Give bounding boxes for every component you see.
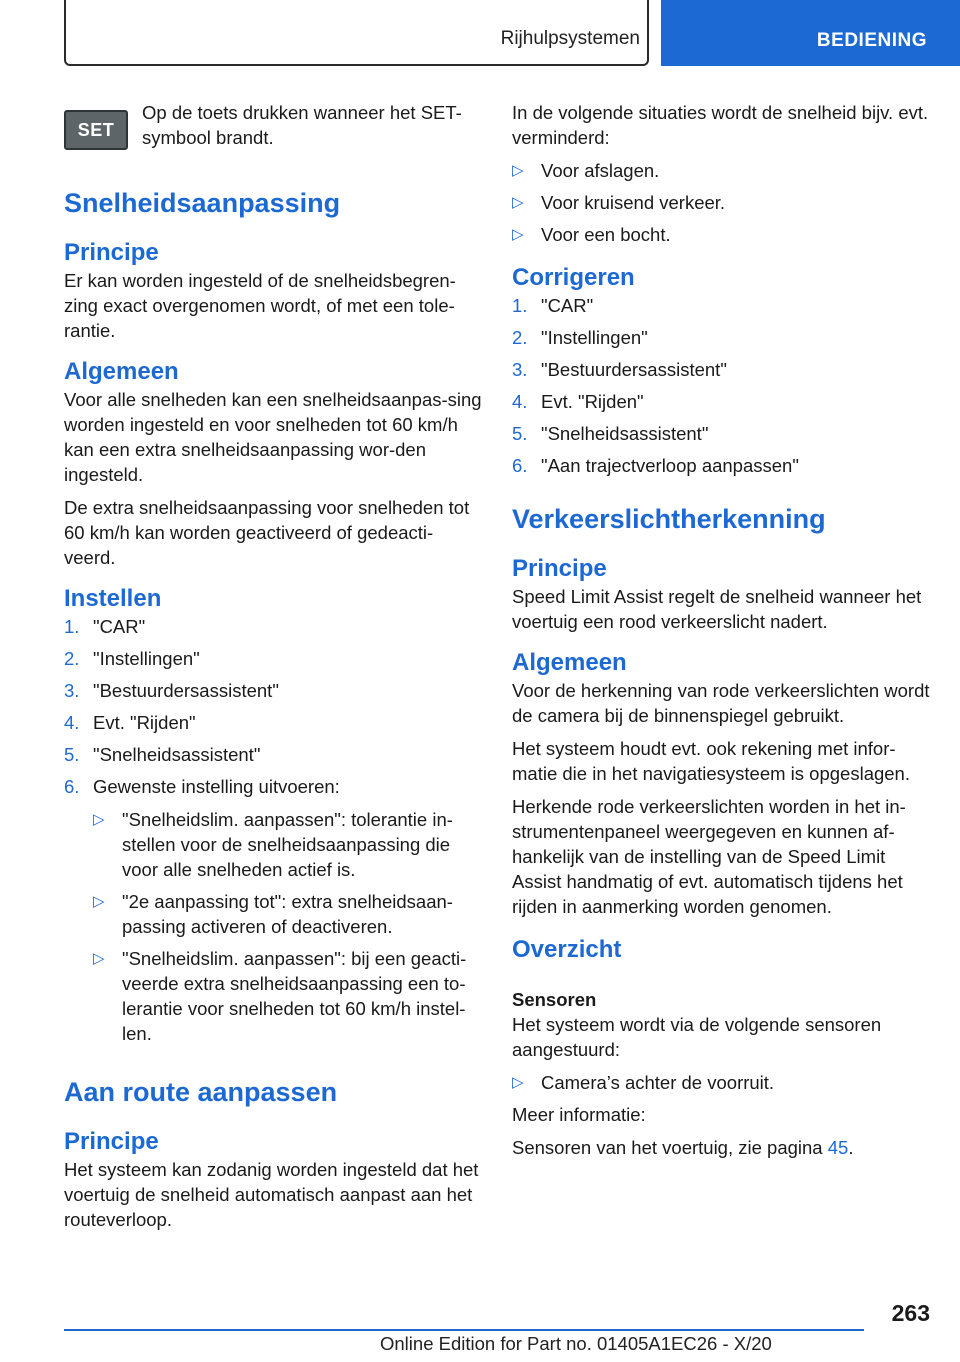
set-note-text: Op de toets drukken wanneer het SET-symbool brandt. bbox=[142, 102, 462, 148]
list-item: ▷ Voor kruisend verkeer. bbox=[512, 192, 726, 213]
heading-snelheidsaanpassing: Snelheidsaanpassing bbox=[64, 188, 341, 218]
algemeen-text-1: Voor alle snelheden kan een snelheidsaanpas-sing worden ingesteld en voor snelheden tot 60 km/h kan een extra snelheidsaanpassing wor-den ingesteld. bbox=[64, 389, 482, 485]
triangle-bullet-icon: ▷ bbox=[512, 1074, 524, 1091]
list-item: ▷ Voor afslagen. bbox=[512, 160, 660, 181]
list-item: 3. "Bestuurdersassistent" bbox=[512, 359, 727, 380]
heading-sensoren: Sensoren bbox=[512, 989, 597, 1010]
meer-informatie-label: Meer informatie: bbox=[512, 1104, 646, 1125]
triangle-bullet-icon: ▷ bbox=[93, 811, 105, 828]
situations-list bbox=[512, 158, 930, 247]
header-section-title: Rijhulpsystemen bbox=[500, 28, 640, 49]
list-item: ▷ Voor een bocht. bbox=[512, 224, 671, 245]
heading-verkeerslichtherkenning: Verkeerslichtherkenning bbox=[512, 504, 826, 534]
list-item: 5. "Snelheidsassistent" bbox=[64, 744, 261, 765]
list-item: ▷ "Snelheidslim. aanpassen": bij een geacti-veerde extra snelheidsaanpassing een to-lerantie voor snelheden tot 60 km/h instel-len. bbox=[93, 948, 467, 1044]
heading-principe-route: Principe bbox=[64, 1128, 159, 1155]
list-item: 1. "CAR" bbox=[512, 295, 594, 316]
list-item: 1. "CAR" bbox=[64, 616, 146, 637]
route-principe-text: Het systeem kan zodanig worden ingesteld dat het voertuig de snelheid automatisch aanpast aan het routeverloop. bbox=[64, 1159, 479, 1230]
list-item: 2. "Instellingen" bbox=[512, 327, 648, 348]
heading-algemeen: Algemeen bbox=[64, 358, 179, 385]
heading-principe: Principe bbox=[64, 239, 159, 266]
list-item: 3. "Bestuurdersassistent" bbox=[64, 680, 279, 701]
list-item: 6. Gewenste instelling uitvoeren: ▷ "Snelheidslim. aanpassen": tolerantie in-stellen voor de snelheidsaanpassing die voor alle snelheden actief is. ▷ "2e aanpassing tot": extra snelheidsaan-passing activeren of deactiveren. ▷ "Snelheidslim. aanpassen": bij een geacti-veerde extra snelheidsaanpassing een to-lerantie voor snelheden tot 60 km/h instel-len. bbox=[64, 774, 482, 1053]
corrigeren-steps bbox=[512, 293, 930, 478]
triangle-bullet-icon: ▷ bbox=[512, 162, 524, 179]
footer-edition: Online Edition for Part no. 01405A1EC26 - X/20 bbox=[380, 1333, 772, 1354]
list-item: 5. "Snelheidsassistent" bbox=[512, 423, 709, 444]
set-button-icon: SET bbox=[64, 110, 128, 150]
page-number: 263 bbox=[891, 1300, 930, 1326]
header-chapter-tab[interactable] bbox=[661, 0, 960, 66]
instellen-sub-bullets bbox=[93, 807, 482, 1046]
verkeer-algemeen-text-3: Herkende rode verkeerslichten worden in het in-strumentenpaneel weergegeven en kunnen af-hankelijk van de instelling van de Speed Limit Assist handmatig of evt. automatisch tijdens het rijden in aanmerking worden genomen. bbox=[512, 796, 906, 917]
algemeen-text-2: De extra snelheidsaanpassing voor snelheden tot 60 km/h kan worden geactiveerd of gedeacti-veerd. bbox=[64, 497, 470, 568]
set-button-note bbox=[64, 100, 482, 150]
triangle-bullet-icon: ▷ bbox=[512, 226, 524, 243]
list-item: 4. Evt. "Rijden" bbox=[64, 712, 196, 733]
sensoren-text: Het systeem wordt via de volgende sensoren aangestuurd: bbox=[512, 1014, 882, 1060]
heading-corrigeren: Corrigeren bbox=[512, 264, 635, 291]
sensoren-reference: Sensoren van het voertuig, zie pagina 45. bbox=[512, 1137, 854, 1158]
list-item: 4. Evt. "Rijden" bbox=[512, 391, 644, 412]
verkeer-principe-text: Speed Limit Assist regelt de snelheid wanneer het voertuig een rood verkeerslicht nadert. bbox=[512, 586, 922, 632]
situations-intro: In de volgende situaties wordt de snelheid bijv. evt. verminderd: bbox=[512, 102, 929, 148]
heading-aan-route-aanpassen: Aan route aanpassen bbox=[64, 1077, 338, 1107]
header-chapter-label: BEDIENING bbox=[816, 30, 927, 51]
page-reference-link[interactable]: 45 bbox=[827, 1137, 849, 1158]
triangle-bullet-icon: ▷ bbox=[93, 893, 105, 910]
heading-instellen: Instellen bbox=[64, 585, 162, 612]
list-item: 6. "Aan trajectverloop aanpassen" bbox=[512, 455, 799, 476]
triangle-bullet-icon: ▷ bbox=[512, 194, 524, 211]
heading-algemeen-verkeer: Algemeen bbox=[512, 649, 627, 676]
list-item: ▷ "Snelheidslim. aanpassen": tolerantie in-stellen voor de snelheidsaanpassing die voor alle snelheden actief is. bbox=[93, 809, 453, 880]
list-item: 2. "Instellingen" bbox=[64, 648, 200, 669]
right-column bbox=[512, 100, 930, 1168]
heading-principe-verkeer: Principe bbox=[512, 555, 607, 582]
triangle-bullet-icon: ▷ bbox=[93, 950, 105, 967]
verkeer-algemeen-text-2: Het systeem houdt evt. ook rekening met infor-matie die in het navigatiesysteem is opgeslagen. bbox=[512, 738, 910, 784]
left-column bbox=[64, 100, 482, 1240]
heading-overzicht: Overzicht bbox=[512, 936, 622, 963]
list-item: ▷ Camera’s achter de voorruit. bbox=[512, 1072, 775, 1093]
verkeer-algemeen-text-1: Voor de herkenning van rode verkeerslichten wordt de camera bij de binnenspiegel gebruikt. bbox=[512, 680, 930, 726]
sensoren-list bbox=[512, 1070, 930, 1095]
footer-rule bbox=[64, 1329, 864, 1331]
list-item: ▷ "2e aanpassing tot": extra snelheidsaan-passing activeren of deactiveren. bbox=[93, 891, 453, 937]
instellen-steps bbox=[64, 614, 482, 1053]
principe-text: Er kan worden ingesteld of de snelheidsbegren-zing exact overgenomen wordt, of met een tole-rantie. bbox=[64, 270, 456, 341]
